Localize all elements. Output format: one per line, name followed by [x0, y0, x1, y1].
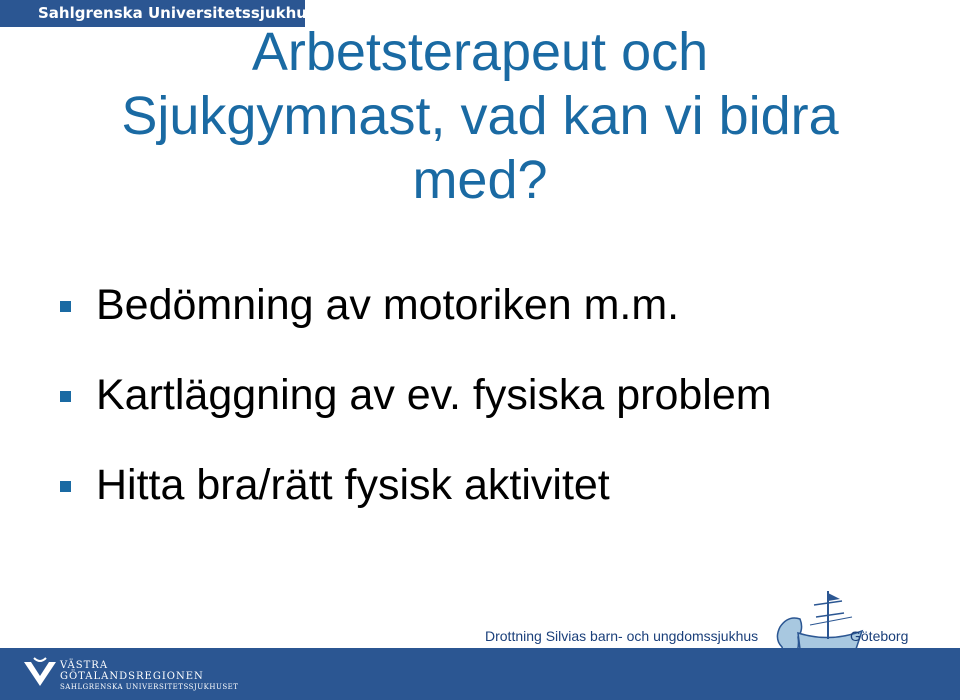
region-logo-icon: [22, 656, 58, 692]
slide-title: [40, 20, 920, 212]
title-line-2: Sjukgymnast, vad kan vi bidra: [121, 86, 839, 146]
title-line-3: med?: [412, 150, 548, 210]
bullet-item: [60, 350, 772, 440]
hospital-name: Drottning Silvias barn- och ungdomssjukhus: [485, 628, 759, 644]
bullet-item: [60, 440, 772, 530]
region-logo-line-2: GÖTALANDSREGIONEN: [60, 671, 204, 682]
square-bullet-icon: [60, 391, 71, 402]
header-banner: Sahlgrenska Universitetssjukhuset: [0, 0, 305, 27]
region-logo-line-3: SAHLGRENSKA UNIVERSITETSSJUKHUSET: [60, 683, 239, 691]
bullet-item: [60, 260, 772, 350]
bullet-list: [60, 260, 772, 530]
region-logo-text: [60, 660, 238, 693]
square-bullet-icon: [60, 481, 71, 492]
city-name: Göteborg: [850, 628, 909, 644]
title-line-1: Arbetsterapeut och: [251, 22, 709, 82]
square-bullet-icon: [60, 301, 71, 312]
region-logo-line-1: VÄSTRA: [60, 660, 109, 671]
bullet-text: Kartläggning av ev. fysiska problem: [96, 370, 772, 419]
bullet-text: Hitta bra/rätt fysisk aktivitet: [96, 460, 610, 509]
bullet-text: Bedömning av motoriken m.m.: [96, 280, 680, 329]
